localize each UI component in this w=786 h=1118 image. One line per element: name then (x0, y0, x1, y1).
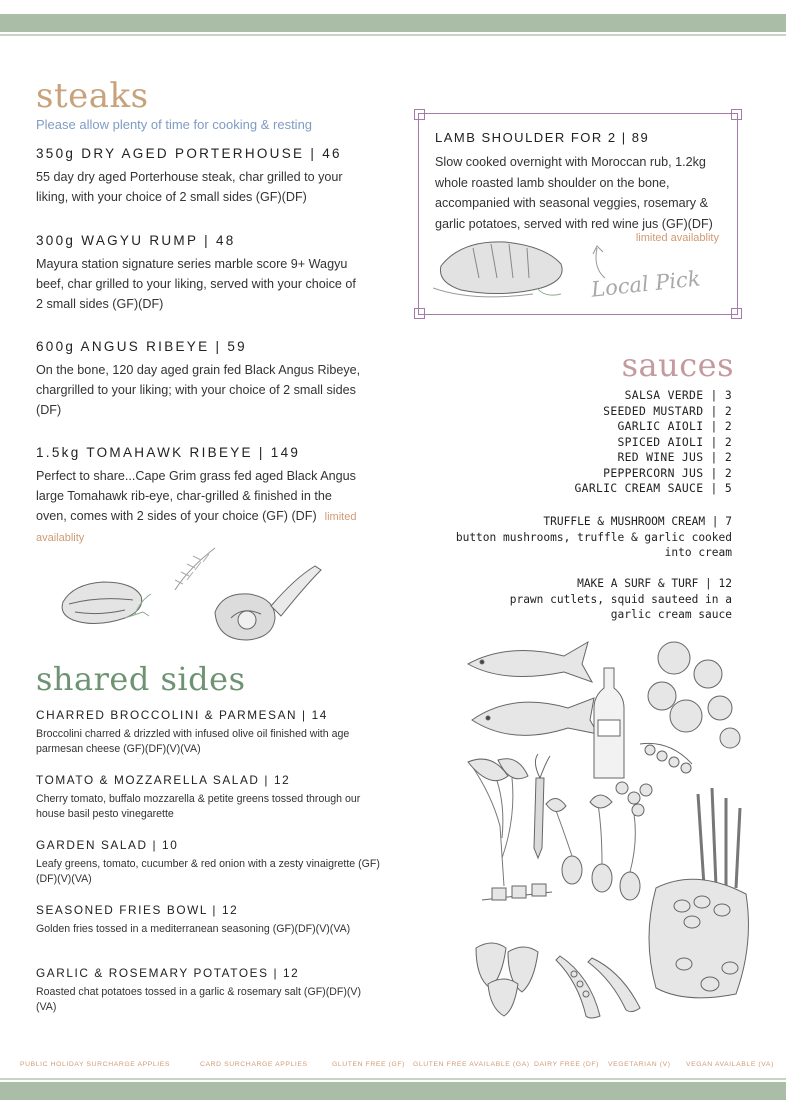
side-name: CHARRED BROCCOLINI & PARMESAN | 14 (36, 708, 328, 722)
bottom-band (0, 1082, 786, 1100)
item-description: On the bone, 120 day aged grain fed Black Angus Ribeye, chargrilled to your liking; with your choice of 2 small sides (DF) (36, 363, 361, 417)
sauces-list (432, 388, 732, 497)
sauce-item: SALSA VERDE | 3 (624, 388, 732, 402)
extra-name: MAKE A SURF & TURF | 12 (577, 577, 732, 590)
side-name: GARDEN SALAD | 10 (36, 838, 179, 852)
footer-note: CARD SURCHARGE APPLIES (200, 1061, 308, 1068)
menu-item (36, 339, 366, 420)
item-description: 55 day dry aged Porterhouse steak, char grilled to your liking, with your choice of 2 small sides (GF)(DF) (36, 170, 343, 204)
steaks-title: steaks (36, 76, 149, 116)
limited-availability-note: limited availablity (36, 511, 357, 544)
surf-and-turf-item (432, 576, 732, 623)
item-name: 600g ANGUS RIBEYE | 59 (36, 339, 247, 354)
side-description: Broccolini charred & drizzled with infused olive oil finished with age parmesan cheese (GF)(DF)(V)(VA) (36, 728, 350, 755)
side-item (36, 708, 381, 757)
footer-note: DAIRY FREE (DF) (534, 1061, 600, 1068)
top-band (0, 14, 786, 32)
side-item (36, 773, 381, 822)
side-item (36, 838, 381, 887)
footer-notes (0, 1061, 786, 1075)
side-description: Golden fries tossed in a mediterranean seasoning (GF)(DF)(V)(VA) (36, 923, 351, 935)
lamb-illustration (433, 232, 583, 304)
item-name: 1.5kg TOMAHAWK RIBEYE | 149 (36, 445, 301, 460)
footer-note: VEGETARIAN (V) (608, 1061, 671, 1068)
truffle-mushroom-item (432, 514, 732, 561)
bottom-band-line (0, 1078, 786, 1080)
side-name: GARLIC & ROSEMARY POTATOES | 12 (36, 966, 300, 980)
box-corner (414, 308, 425, 319)
shared-sides-title: shared sides (36, 660, 246, 698)
sauce-item: GARLIC CREAM SAUCE | 5 (574, 481, 732, 495)
sauce-item: RED WINE JUS | 2 (617, 450, 732, 464)
side-name: SEASONED FRIES BOWL | 12 (36, 903, 239, 917)
side-description: Roasted chat potatoes tossed in a garlic & rosemary salt (GF)(DF)(V)(VA) (36, 986, 361, 1013)
steak-illustration (55, 540, 335, 660)
sauces-title: sauces (621, 346, 734, 384)
item-description (36, 466, 366, 548)
lamb-name: LAMB SHOULDER FOR 2 | 89 (435, 130, 650, 145)
local-pick-label: Local Pick (590, 266, 702, 302)
menu-item (36, 233, 366, 314)
box-corner (731, 109, 742, 120)
menu-item (36, 445, 366, 548)
extra-description: into cream (664, 546, 732, 559)
extra-description: prawn cutlets, squid sauteed in a (509, 592, 732, 606)
lamb-description: Slow cooked overnight with Moroccan rub, 1.2kg whole roasted lamb shoulder on the bone, accompanied with seasonal veggies, rosemary & garlic potatoes, served with red wine jus (GF)(DF) (435, 155, 713, 231)
top-band-line (0, 34, 786, 36)
produce-illustration (462, 638, 762, 1022)
footer-note: GLUTEN FREE (GF) (332, 1061, 406, 1068)
item-description-text: Perfect to share...Cape Grim grass fed aged Black Angus large Tomahawk rib-eye, char-grilled & finished in the oven, comes with 2 sides of your choice (GF) (DF) (36, 469, 356, 523)
footer-note: GLUTEN FREE AVAILABLE (GA) (413, 1061, 530, 1068)
sauce-item: PEPPERCORN JUS | 2 (603, 465, 732, 480)
side-description: Cherry tomato, buffalo mozzarella & petite greens tossed through our house basil pesto vinegarette (36, 793, 361, 820)
side-item (36, 903, 381, 937)
footer-note: PUBLIC HOLIDAY SURCHARGE APPLIES (20, 1061, 171, 1068)
side-description: Leafy greens, tomato, cucumber & red onion with a zesty vinaigrette (GF)(DF)(V)(VA) (36, 858, 380, 885)
menu-item (36, 146, 366, 207)
item-name: 350g DRY AGED PORTERHOUSE | 46 (36, 146, 342, 161)
limited-availability-note: limited availablity (635, 232, 719, 244)
extra-description: button mushrooms, truffle & garlic cooked (455, 530, 732, 544)
item-description: Mayura station signature series marble score 9+ Wagyu beef, char grilled to your liking, served with your choice of 2 small sides (GF)(DF) (36, 257, 356, 311)
sauce-item: SEEDED MUSTARD | 2 (603, 403, 732, 418)
footer-note: VEGAN AVAILABLE (VA) (686, 1061, 774, 1068)
box-corner (731, 308, 742, 319)
extra-name: TRUFFLE & MUSHROOM CREAM | 7 (543, 515, 732, 528)
steaks-subtitle: Please allow plenty of time for cooking & resting (36, 117, 313, 132)
sauce-item: GARLIC AIOLI | 2 (617, 419, 732, 433)
box-corner (414, 109, 425, 120)
side-name: TOMATO & MOZZARELLA SALAD | 12 (36, 773, 291, 787)
extra-description: garlic cream sauce (610, 608, 732, 621)
side-item (36, 966, 381, 1015)
item-name: 300g WAGYU RUMP | 48 (36, 233, 236, 248)
lamb-shoulder-feature-box (418, 113, 738, 315)
sauce-item: SPICED AIOLI | 2 (617, 434, 732, 449)
